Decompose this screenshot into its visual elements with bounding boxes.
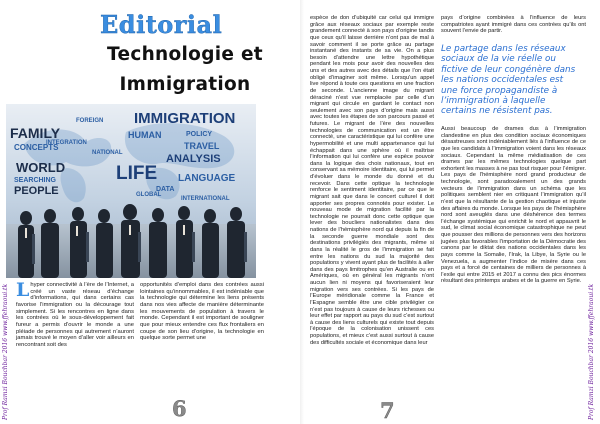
hero-word-concepts: CONCEPTS — [14, 143, 59, 152]
side-credit-left: Prof Ramzi Bouchbar 2016 www.ffehraoui.tk — [2, 283, 9, 420]
left-column-1-text: hyper connectivité à l’ère de l’Internet, a créé un vaste réseau d’échange d’informations, qui dans certains cas favorise l’immigration ou la décourage tout simplement. Si les rencontres en ligne dans les contrées où le sous-développement fait fureur a permis d’ouvrir le monde a une pléiade de personnes qui autrement n’auront jamais trouvé le moyen d’aller voir ailleurs en rencontrant soit des — [16, 282, 134, 348]
hero-word-international: INTERNATIONAL — [181, 196, 230, 202]
hero-word-human: HUMAN — [128, 130, 162, 140]
hero-word-people: PEOPLE — [14, 185, 59, 197]
hero-word-language: LANGUAGE — [178, 173, 236, 184]
hero-word-global: GLOBAL — [136, 192, 162, 198]
title-line-2: Immigration — [119, 74, 251, 95]
hero-word-world: WORLD — [16, 160, 66, 175]
drop-cap: L — [16, 279, 30, 301]
title-line-1: Technologie et — [107, 44, 263, 65]
hero-word-travel: TRAVEL — [184, 141, 220, 151]
hero-word-foreign: FOREIGN — [76, 118, 104, 124]
hero-word-integration: INTEGRATION — [46, 140, 87, 146]
hero-word-analysis: ANALYSIS — [166, 153, 221, 165]
page-number-right: 7 — [380, 398, 395, 423]
right-column-2-intro: pays d’origine combinées à l’influence de leurs compatriotes ayant immigré dans ces contrées qu’ils ont souvent l’envie de partir. — [441, 15, 586, 35]
hero-image — [6, 104, 256, 278]
right-column-1: espèce de don d’ubiquité car celui qui immigre grâce aux réseaux sociaux par exemple reste grandement connecté à son pays d’origine tandis que ceux qu’il laisse derrière n’ont pas de mal à savoir comment il se porte grâce au partage instantané des instants de sa vie. On a plus besoin d’attendre une lettre hypothétique pendant les mois pour avoir des nouvelles des uns et des autres avec des détails que l’on était obligé d’imaginer soit même. Lorsqu’un appel live répond à toute ces questions en une fraction de seconde. L’ancienne image du migrant déraciné n’est vue remplacée par celle d’un migrant qui circule en gardant le contact non seulement avec son pays d’origine mais aussi avec toutes les étapes de son parcours passé et futures. Le migrant de l’ère des nouvelles technologies de communication est un être connecté, une caractéristique qui lui confère une hypermobilité et une multi appartenance qui lui échappait dans une sphère où il maîtrise l’information qui lui confère une espèce pouvoir dans la logique des choix nationaux, tout en conservant sa mémoire identitaire, qui lui permet d’évoluer dans le monde du donné et du recevoir. Dans cette optique la technologie renforce le sentiment identitaire, par ce que le migrant sait que dans le concert culturel il doit apporter ses propres connotés pour exister. Le nouveau mode de migration facilité par la technologie ne pourrait donc cette optique que lever des boucliers nationalistes dans des nations de l’hémisphère nord qui depuis la fin de la seconde guerre mondiale sont des destinations privilégiés des migrants, même si dans la réalité le gros de l’immigration se fait entre les nations du sud la majorité des populations y vivent ayant plus de facilités à aller dans des pays limitrophes qu’en Australie ou en Amériques, où en général les migrants n’ont aucun lien ni moyens qui favoriseraient leur migration vers ses contrées. Si les pays de l’Europe méridionale comme la France et l’Espagne semble être une cible privilégier ce n’est pas toujours à cause de leurs richesses ou leur effet par rapport au pays du sud c’est surtout à cause des liens culturels qui existe tout depuis l’époque de la colonisation unissent ces populations, et mieux c’est aussi surtout à cause des difficultés sociale et économique dans leur — [310, 15, 434, 346]
hero-word-national: NATIONAL — [92, 150, 123, 156]
hero-word-life: LIFE — [116, 163, 158, 184]
left-column-2-text: opportunités d’emploi dans des contrées aussi lointaines qu’innommables, il est indéniable que la technologie qui détermine les liens présents dans nos vies affecte de manière déterminante les mouvements de population à travers le monde. Cependant il est important de souligner que pour mieux entendre ces flux frontaliers en coupe de son lieu d’origine, la technologie en quelque sorte permet une — [140, 282, 264, 342]
hero-word-immigration: IMMIGRATION — [134, 110, 236, 127]
hero-word-searching: SEARCHING — [14, 177, 57, 184]
article-title — [80, 40, 290, 100]
hero-word-policy: POLICY — [186, 131, 213, 138]
kicker-editorial: Editorial — [100, 10, 223, 39]
pull-quote: Le partage dans les réseaux sociaux de la vie réelle ou fictive de leur congénère dans les nations occidentales est une force propagandiste à l’immigration à laquelle certains ne résistent pas. — [441, 44, 576, 117]
hero-word-data: DATA — [156, 186, 175, 193]
hero-word-family: FAMILY — [10, 125, 61, 141]
page-number-left: 6 — [172, 396, 187, 421]
left-column-2 — [140, 282, 264, 342]
side-credit-right: Prof Ramzi Bouchbar 2016 www.ffehraoui.tk — [588, 283, 595, 420]
right-column-2: Aussi beaucoup de drames dus à l’immigration clandestine en plus des condition sociaux économiques désastreuses sont indéniablement liés à l’influence de ce que les candidats à l’immigration voient dans les réseaux sociaux. Cependant la même médiatisation de ces drames par les mêmes technologies quelque part exhortent les masses à ne pas tout risquer pour l’émigrer. Les pays de l’hémisphère nord grand producteur de technologie, sont paradoxalement un des grands vecteurs de l’immigration dans un schéma que les politiques semblent nier en critiquant l’immigration qu’il n’est que la résultante de la gestion chaotique et injuste des affaires du monde. Lorsque les pays de l’hémisphère nord sont aveuglés dans une déshérence des termes l’échange systémique qui enrichit le nord et appauvrit le sud, le climat social économique catastrophique ne peut que pousser des millions de personnes vers des horizons jugées plus favorables l’importation de la Démocratie des canons par le diktat des nations occidentales dans les pays comme la Somalie, l’Irak, la Libye, la Syrie ou le Venezuela, a augmenter l’indice de misère dans ces pays et a forcé de centaines de milliers de personnes à l’exile qui entre 2015 et 2017 a connu des pics énormes résultant des printemps arabes et de la guerre en Syrie. — [441, 126, 586, 285]
left-column-1 — [16, 279, 134, 349]
